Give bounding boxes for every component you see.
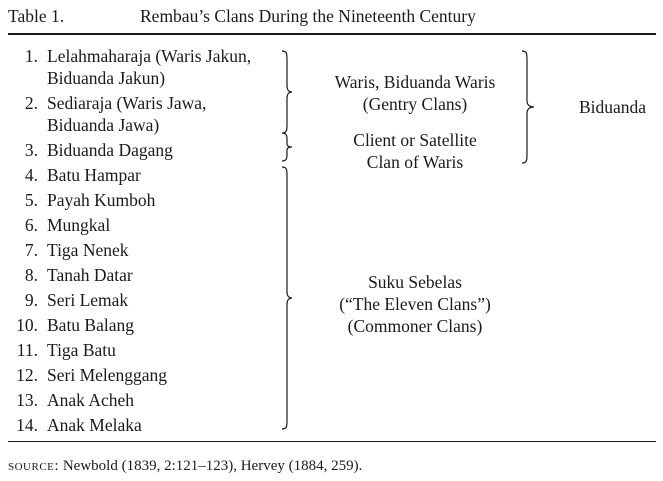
group-label-eleven-clans: (“The Eleven Clans”)	[339, 294, 491, 314]
row-number: 4.	[24, 165, 38, 185]
clan-name: Sediaraja (Waris Jawa,	[47, 93, 207, 113]
suku-sebelas-brace	[281, 166, 293, 430]
source-text: Newbold (1839, 2:121–123), Hervey (1884, 259).	[59, 458, 363, 474]
clan-name: Seri Lemak	[47, 290, 129, 310]
row-number: 11.	[16, 340, 38, 360]
table-title: Rembau’s Clans During the Nineteenth Century	[140, 6, 476, 26]
clan-name: Lelahmaharaja (Waris Jakun,	[47, 46, 252, 66]
group-label-waris-sub: (Gentry Clans)	[362, 94, 468, 114]
clan-name-cont: Biduanda Jawa)	[47, 115, 160, 135]
row-number: 3.	[24, 140, 38, 160]
group-label-commoner: (Commoner Clans)	[347, 316, 483, 336]
row-number: 2.	[24, 93, 38, 113]
group-label-biduanda: Biduanda	[579, 97, 647, 117]
group-label-client-sub: Clan of Waris	[366, 152, 464, 172]
clan-name: Anak Melaka	[47, 415, 142, 435]
source-label: source:	[8, 458, 60, 474]
clan-name: Payah Kumboh	[47, 190, 156, 210]
row-number: 8.	[24, 265, 38, 285]
row-number: 9.	[24, 290, 38, 310]
clan-name: Anak Acheh	[47, 390, 134, 410]
clan-name: Tanah Datar	[47, 265, 133, 285]
client-brace	[281, 132, 293, 162]
clan-name: Batu Hampar	[47, 165, 141, 185]
row-number: 14.	[16, 415, 38, 435]
group-label-waris: Waris, Biduanda Waris	[334, 72, 496, 92]
bottom-rule	[8, 441, 656, 442]
clan-name: Seri Melenggang	[47, 365, 168, 385]
biduanda-brace	[521, 50, 535, 164]
clan-name-cont: Biduanda Jakun)	[47, 68, 166, 88]
row-number: 10.	[16, 315, 38, 335]
clan-name: Tiga Nenek	[47, 240, 129, 260]
row-number: 1.	[24, 46, 38, 66]
clan-name: Batu Balang	[47, 315, 134, 335]
row-number: 6.	[24, 215, 38, 235]
group-label-client: Client or Satellite	[353, 130, 477, 150]
clan-name: Biduanda Dagang	[47, 140, 173, 160]
group-label-suku-sebelas: Suku Sebelas	[368, 272, 462, 292]
top-rule	[8, 33, 656, 35]
table-label: Table 1.	[8, 6, 65, 26]
row-number: 12.	[16, 365, 38, 385]
waris-brace	[281, 50, 293, 134]
clan-name: Mungkal	[47, 215, 111, 235]
clan-name: Tiga Batu	[47, 340, 116, 360]
row-number: 5.	[24, 190, 38, 210]
row-number: 7.	[24, 240, 38, 260]
source-note	[8, 458, 362, 475]
row-number: 13.	[16, 390, 38, 410]
